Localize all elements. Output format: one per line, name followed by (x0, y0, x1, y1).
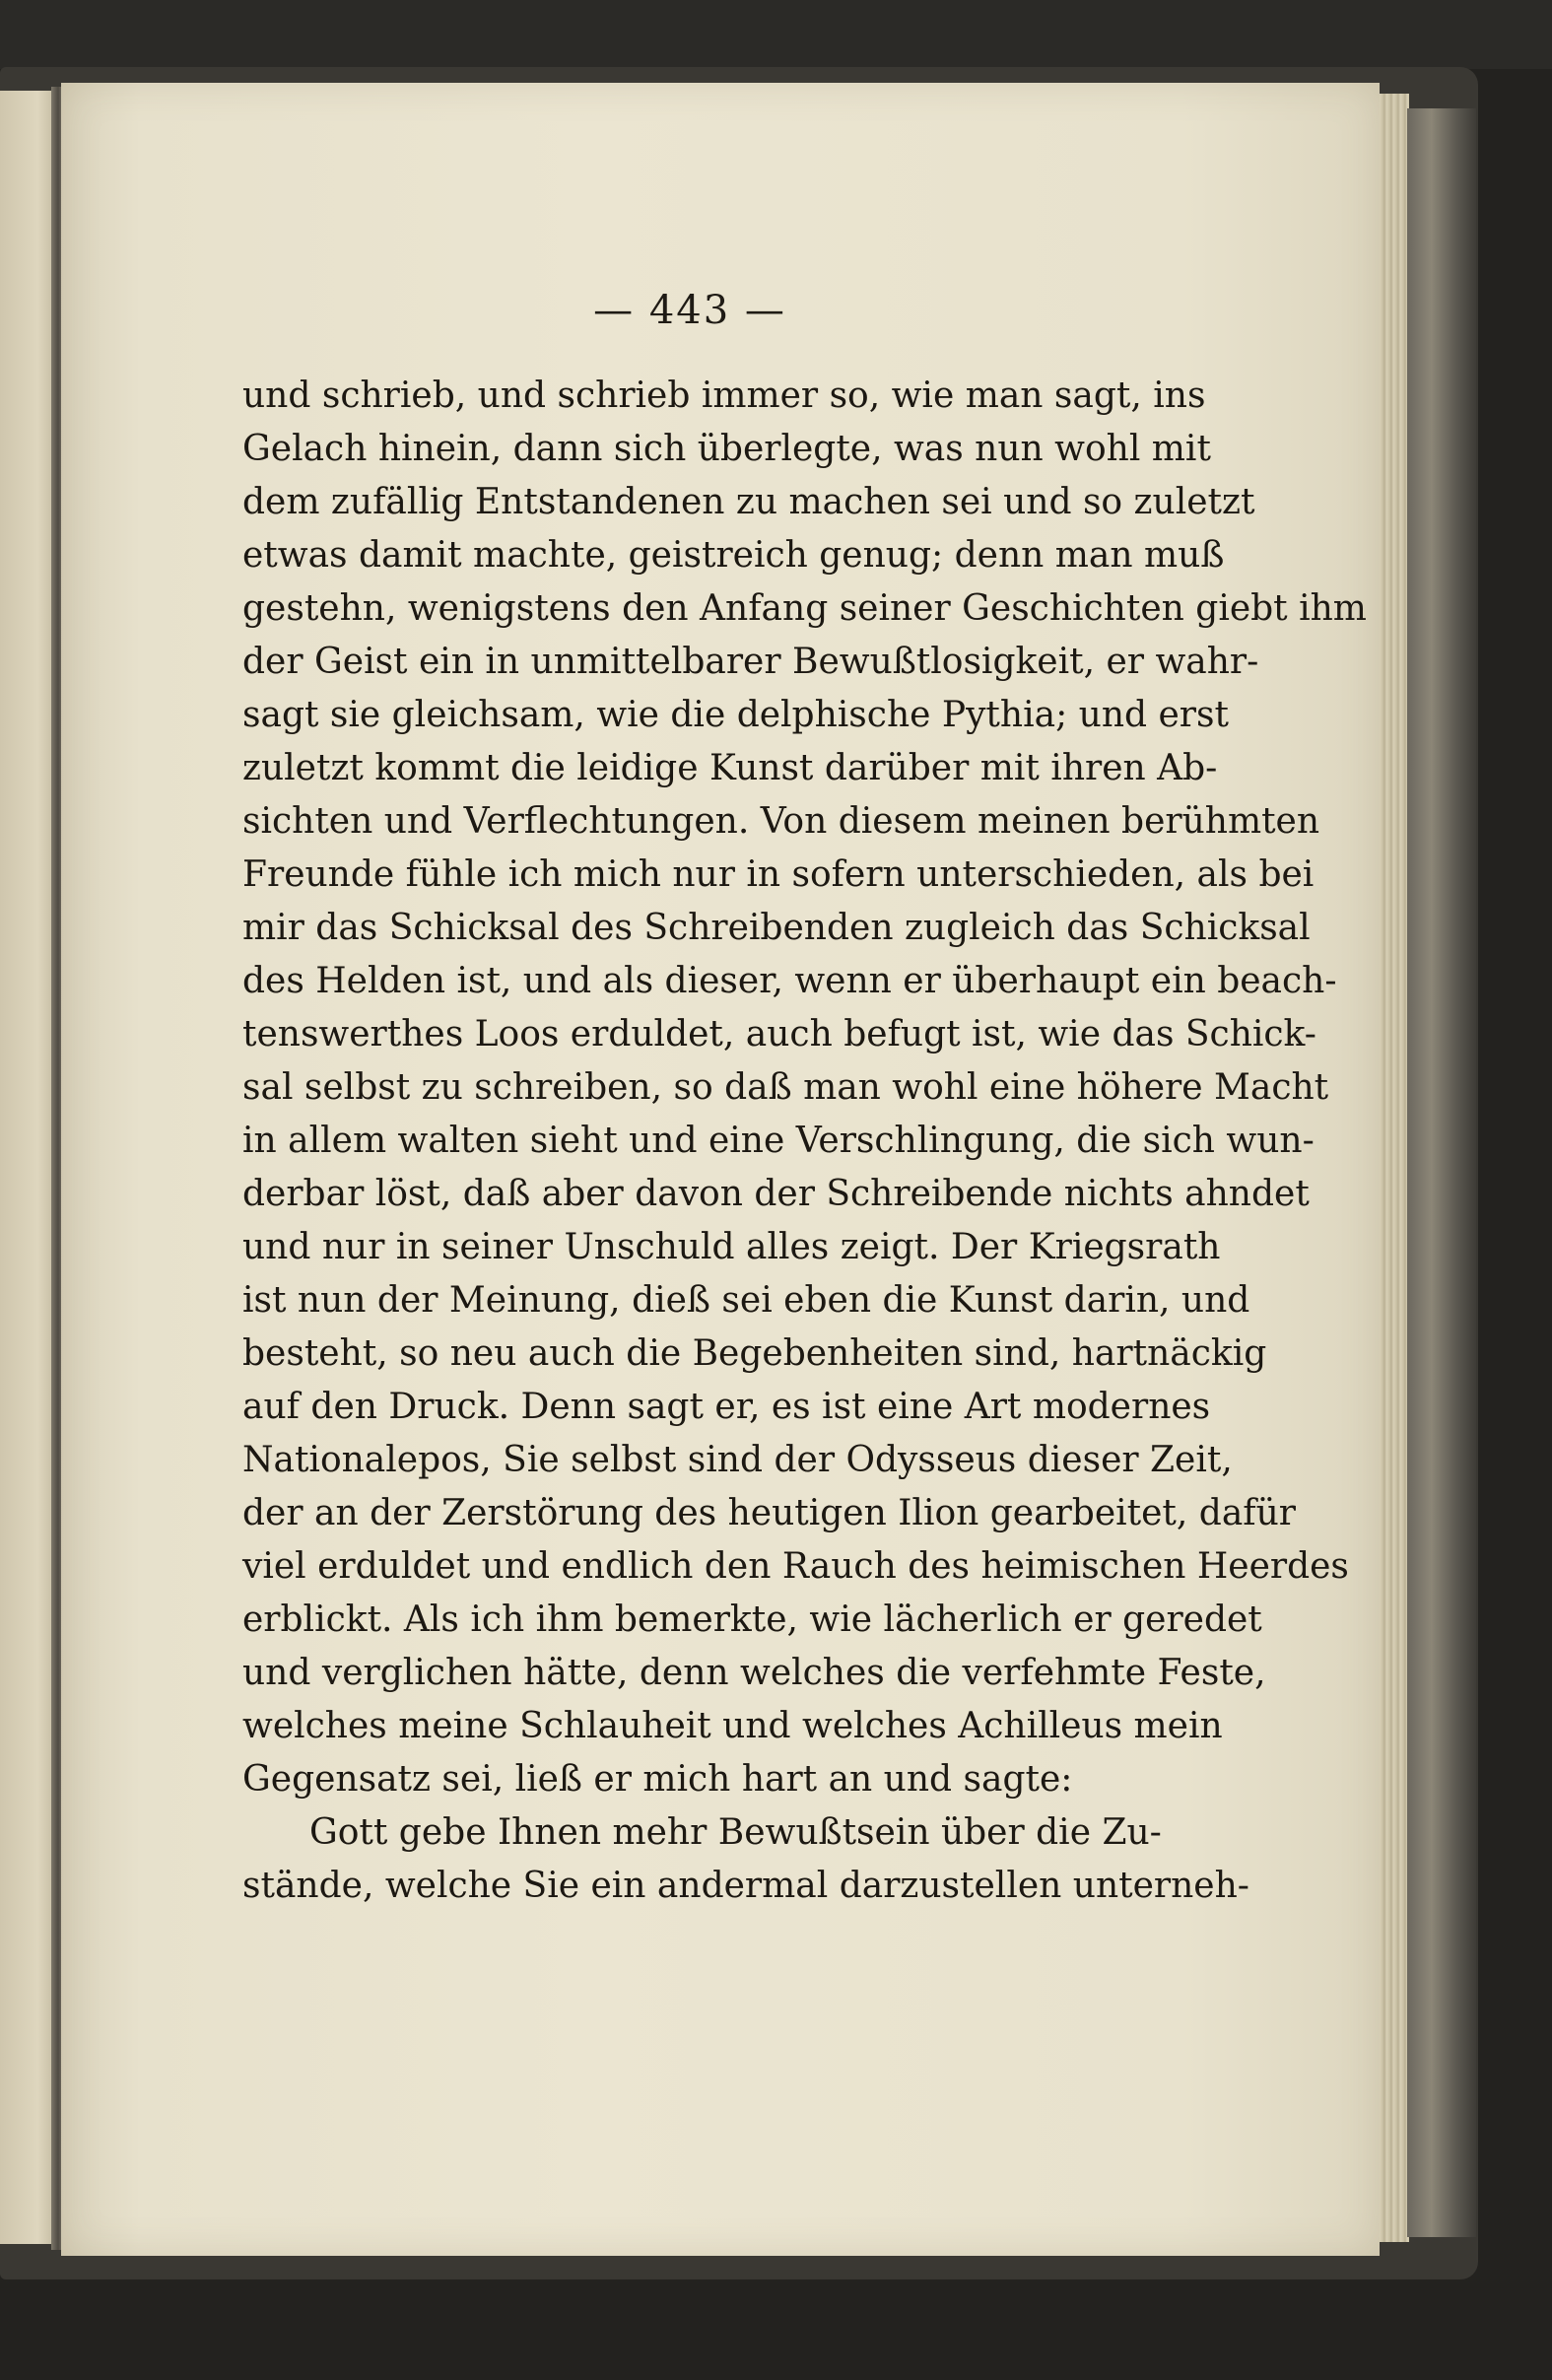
page-number: — 443 — (593, 288, 786, 333)
text-line: welches meine Schlauheit und welches Achilleus mein (242, 1706, 1223, 1746)
text-line: der an der Zerstörung des heutigen Ilion gearbeitet, dafür (242, 1493, 1296, 1533)
text-line: und verglichen hätte, denn welches die verfehmte Feste, (242, 1653, 1266, 1693)
background (0, 0, 1552, 69)
text-line: viel erduldet und endlich den Rauch des heimischen Heerdes (242, 1546, 1349, 1587)
text-line: sal selbst zu schreiben, so daß man wohl eine höhere Macht (242, 1067, 1329, 1108)
text-line: gestehn, wenigstens den Anfang seiner Geschichten giebt ihm (242, 588, 1367, 629)
cover-edge (1407, 108, 1476, 2237)
text-line: erblickt. Als ich ihm bemerkte, wie lächerlich er geredet (242, 1599, 1262, 1640)
text-line: mir das Schicksal des Schreibenden zugleich das Schicksal (242, 908, 1311, 948)
text-line: und nur in seiner Unschuld alles zeigt. Der Kriegsrath (242, 1227, 1221, 1267)
page-edges (1380, 94, 1409, 2242)
body-text (242, 370, 1367, 1913)
text-line: der Geist ein in unmittelbarer Bewußtlosigkeit, er wahr- (242, 642, 1259, 682)
text-line: und schrieb, und schrieb immer so, wie man sagt, ins (242, 375, 1206, 416)
text-line: besteht, so neu auch die Begebenheiten sind, hartnäckig (242, 1333, 1267, 1374)
text-line: Gelach hinein, dann sich überlegte, was nun wohl mit (242, 429, 1211, 469)
text-line: zuletzt kommt die leidige Kunst darüber mit ihren Ab- (242, 748, 1218, 788)
text-line: des Helden ist, und als dieser, wenn er überhaupt ein beach- (242, 961, 1337, 1001)
text-line: derbar löst, daß aber davon der Schreibende nichts ahndet (242, 1174, 1310, 1214)
text-line: Nationalepos, Sie selbst sind der Odysseus dieser Zeit, (242, 1440, 1233, 1480)
text-line: in allem walten sieht und eine Verschlingung, die sich wun- (242, 1121, 1315, 1161)
text-line: stände, welche Sie ein andermal darzustellen unterneh- (242, 1866, 1249, 1906)
text-line: tenswerthes Loos erduldet, auch befugt ist, wie das Schick- (242, 1014, 1316, 1054)
text-line: sagt sie gleichsam, wie die delphische Pythia; und erst (242, 695, 1229, 735)
text-line: etwas damit machte, geistreich genug; denn man muß (242, 535, 1225, 576)
text-line: dem zufällig Entstandenen zu machen sei und so zuletzt (242, 482, 1255, 522)
text-line: auf den Druck. Denn sagt er, es ist eine Art modernes (242, 1387, 1211, 1427)
text-line: ist nun der Meinung, dieß sei eben die Kunst darin, und (242, 1280, 1250, 1321)
text-line: Freunde fühle ich mich nur in sofern unterschieden, als bei (242, 854, 1315, 895)
text-line: sichten und Verflechtungen. Von diesem meinen berühmten (242, 801, 1320, 842)
paragraph-start-line: Gott gebe Ihnen mehr Bewußtsein über die Zu- (309, 1812, 1162, 1853)
paragraph-end-line: Gegensatz sei, ließ er mich hart an und sagte: (242, 1759, 1073, 1800)
